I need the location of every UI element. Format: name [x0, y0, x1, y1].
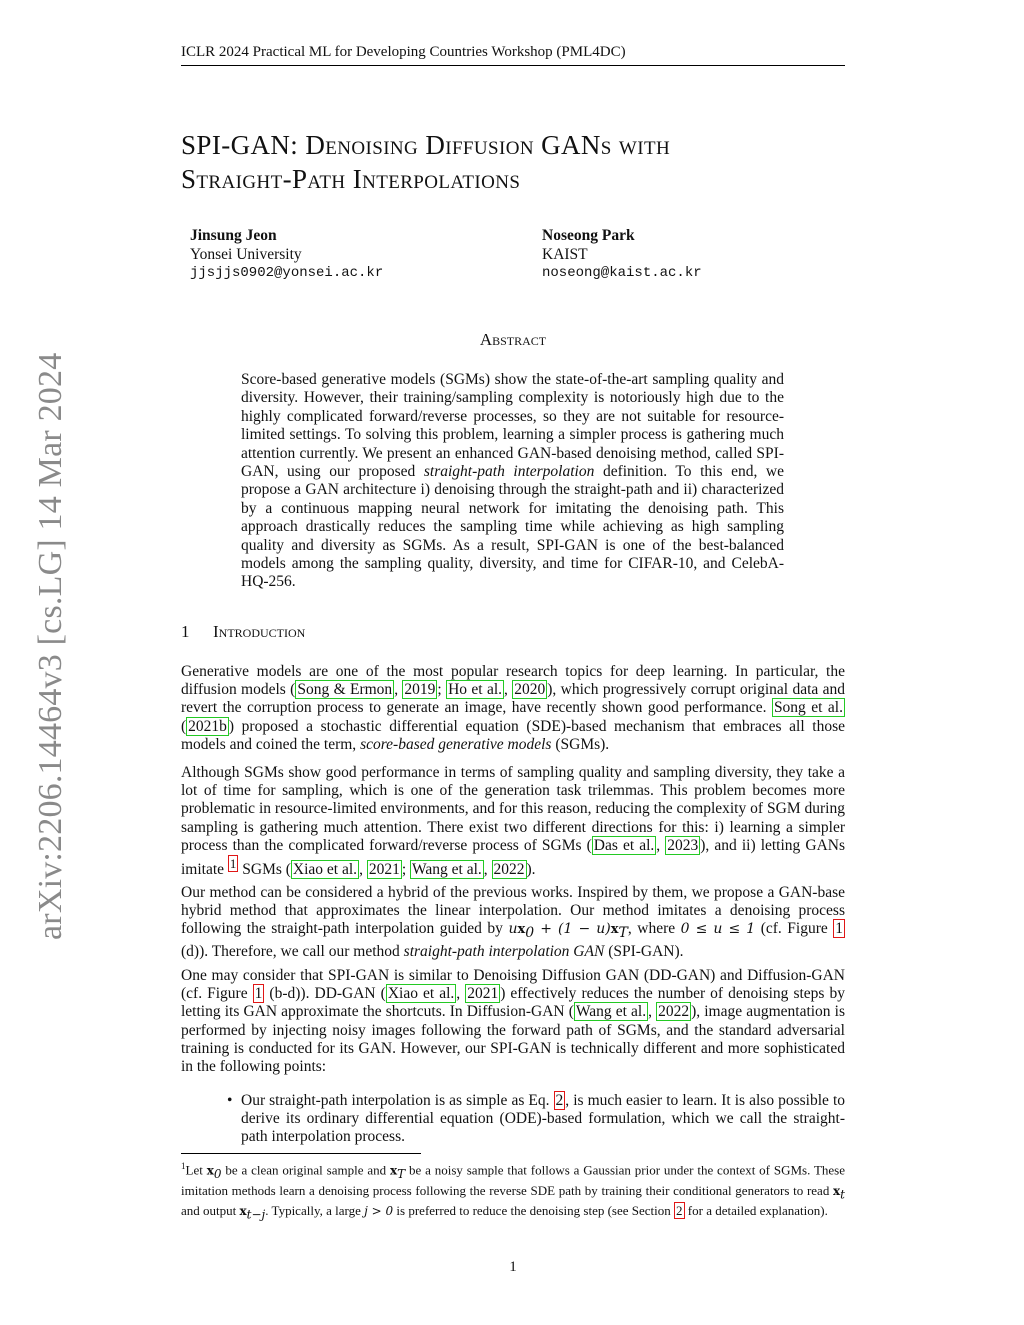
text: (d)). Therefore, we call our method	[181, 942, 404, 960]
text: is preferred to reduce the denoising step (see Section	[393, 1203, 675, 1219]
emphasis: straight-path interpolation GAN	[403, 942, 605, 960]
citation-link[interactable]: 2020	[514, 681, 546, 699]
text: ).	[526, 861, 536, 879]
venue-header: ICLR 2024 Practical ML for Developing Countries Workshop (PML4DC)	[181, 44, 626, 60]
text: Our method can be considered a hybrid of the previous works. Inspired by them, we propose a GAN-base hybrid method that approximates the linear interpolation. Our method imitates a denoising process following the straight-path interpolation guided by	[181, 884, 845, 938]
section-link[interactable]: 2	[676, 1203, 683, 1219]
title-line-2: Straight-Path Interpolations	[181, 164, 521, 194]
abstract-emphasis: straight-path interpolation	[423, 463, 595, 481]
math: x	[517, 922, 526, 938]
text: ) proposed a stochastic differential equation (SDE)-based mechanism that embraces all those models and coined the term,	[181, 717, 845, 753]
author-email: noseong@kaist.ac.kr	[542, 265, 702, 281]
math: u	[508, 921, 518, 938]
text: SGMs (	[238, 861, 291, 879]
text: ), image augmentation is performed by injecting noisy images following the forward path of SGMs, and the standard adversarial training is conducted for its GAN. However, our SPI-GAN is technically different and more sophisticated in the following points:	[181, 1003, 846, 1076]
text: (SGMs).	[551, 735, 610, 753]
math: 0	[525, 925, 535, 942]
text: ,	[648, 1003, 657, 1021]
math: x	[239, 1204, 247, 1219]
author-name: Noseong Park	[542, 227, 635, 244]
abstract-text-part: definition. To this end, we propose a GAN architecture i) denoising through the straight-path and ii) characterized by a continuous mapping neural network for imitating the denoising path. This approach drastically reduces the sampling time while achieving as high sampling quality and diversity as SGMs. As a result, SPI-GAN is one of the best-balanced models among the sampling quality, diversity, and time for CIFAR-10, and CelebA-HQ-256.	[241, 463, 784, 591]
math: j > 0	[364, 1204, 394, 1219]
math: T	[397, 1166, 406, 1181]
header-rule	[181, 65, 845, 66]
text: ), which progressively corrupt original data and revert the corruption process to generate an image, have recently shown good performance.	[181, 681, 845, 717]
text: ) effectively reduces the number of denoising steps by letting its GAN approximate the shortcuts. In Diffusion-GAN (	[181, 985, 845, 1021]
math: t	[840, 1187, 845, 1202]
citation-link[interactable]: Xiao et al.	[387, 985, 455, 1003]
math: 0 ≤ u ≤ 1	[680, 921, 756, 938]
citation-link[interactable]: 2022	[493, 861, 525, 879]
footnote-mark: 1	[181, 1161, 186, 1171]
text: ,	[483, 861, 492, 879]
abstract-text	[241, 371, 784, 592]
paper-title	[181, 128, 845, 196]
equation-link[interactable]: 2	[555, 1092, 564, 1109]
math: T	[618, 925, 628, 942]
citation-link[interactable]: 2021	[368, 861, 400, 879]
author-affiliation: Yonsei University	[190, 246, 302, 263]
text: ,	[504, 681, 513, 699]
bullet-dot-icon: •	[227, 1092, 233, 1109]
text: Let	[185, 1162, 207, 1178]
footnote-rule	[181, 1153, 421, 1154]
citation-link[interactable]: 2021	[467, 985, 499, 1003]
bullet-text	[241, 1092, 845, 1147]
text: (	[181, 717, 187, 735]
text: (b-d)). DD-GAN (	[264, 985, 386, 1003]
author-affiliation: KAIST	[542, 246, 588, 263]
math: + (1 − u)	[534, 921, 611, 938]
citation-link[interactable]: Song & Ermon	[297, 681, 393, 699]
text: , where	[627, 920, 681, 938]
title-line-1: SPI-GAN: Denoising Diffusion GANs with	[181, 130, 671, 160]
text: Although SGMs show good performance in terms of sampling quality and sampling diversity, they take a lot of time for sampling, which is one of the generation task trilemmas. This problem becomes more problematic in resource-limited environments, and for this reason, reducing the complexity of SGM during sampling is gathering much attention. There exist two different directions for this: i) learning a simpler process than the complicated forward/reverse process of SGMs (	[181, 764, 845, 854]
citation-link[interactable]: Wang et al.	[575, 1003, 647, 1021]
math: x	[833, 1183, 841, 1198]
citation-link[interactable]: Ho et al.	[448, 681, 503, 699]
section-title: Introduction	[213, 622, 306, 641]
text: Our straight-path interpolation is as simple as Eq.	[241, 1092, 554, 1109]
abstract-text-part: Score-based generative models (SGMs) show the state-of-the-art sampling quality and diversity. However, their training/sampling complexity is notoriously high due to the highly complicated forward/reverse processes, so they are not suitable for resource-limited settings. To solving this problem, learning a simpler process is gathering much attention currently. We present an enhanced GAN-based denoising method, called SPI-GAN, using our proposed	[241, 371, 784, 481]
page-number: 1	[509, 1259, 517, 1275]
text: ,	[656, 836, 666, 854]
author-email: jjsjjs0902@yonsei.ac.kr	[190, 265, 384, 281]
math: 0	[213, 1166, 222, 1181]
footnote-link[interactable]: 1	[229, 856, 237, 872]
arxiv-identifier: arXiv:2206.14464v3 [cs.LG] 14 Mar 2024	[32, 352, 69, 940]
math: x	[389, 1163, 398, 1178]
citation-link[interactable]: 2021b	[188, 717, 227, 735]
emphasis: score-based generative models	[360, 735, 552, 753]
citation-link[interactable]: Das et al.	[593, 836, 655, 854]
intro-paragraph-4	[181, 967, 845, 1076]
text: ), and ii) letting GANs imitate	[181, 836, 845, 879]
footnote	[181, 1158, 845, 1224]
figure-link[interactable]: 1	[835, 920, 844, 938]
author-block	[190, 226, 383, 283]
citation-link[interactable]: 2019	[404, 681, 436, 699]
text: , is much easier to learn. It is also possible to derive its ordinary differential equation (ODE)-based formulation, which we call the straight-path interpolation process.	[241, 1092, 846, 1146]
abstract-heading: Abstract	[479, 330, 547, 349]
text: for a detailed explanation).	[684, 1203, 828, 1219]
text: Generative models are one of the most popular research topics for deep learning. In particular, the diffusion models (	[181, 663, 845, 699]
text: ;	[401, 861, 410, 879]
text: . Typically, a large	[265, 1203, 365, 1219]
text: ,	[394, 681, 403, 699]
section-number: 1	[181, 622, 190, 641]
citation-link[interactable]: 2023	[667, 836, 699, 854]
figure-link[interactable]: 1	[254, 985, 263, 1003]
text: (SPI-GAN).	[604, 942, 684, 960]
text: and output	[181, 1203, 240, 1219]
text: ,	[456, 985, 466, 1003]
text: be a clean original sample and	[221, 1162, 390, 1178]
text: ,	[359, 861, 367, 879]
text: ;	[437, 681, 447, 699]
math: t−j	[246, 1207, 266, 1222]
math: x	[610, 922, 619, 938]
section-heading	[181, 622, 305, 642]
text: (cf. Figure	[755, 920, 834, 938]
citation-link[interactable]: Xiao et al.	[292, 861, 358, 879]
intro-paragraph-3	[181, 884, 845, 961]
math: x	[206, 1163, 214, 1178]
citation-link[interactable]: 2022	[658, 1003, 690, 1021]
author-block	[542, 226, 702, 283]
text: be a noisy sample that follows a Gaussian prior under the context of SGMs. These imitation methods learn a denoising process following the reverse SDE path by training their conditional generators to read	[181, 1162, 846, 1198]
citation-link[interactable]: Wang et al.	[412, 861, 482, 879]
citation-link[interactable]: Song et al.	[773, 699, 843, 717]
author-name: Jinsung Jeon	[190, 227, 277, 244]
intro-paragraph-2	[181, 764, 845, 879]
intro-paragraph-1	[181, 663, 845, 754]
text: One may consider that SPI-GAN is similar to Denoising Diffusion GAN (DD-GAN) and Diffusion-GAN (cf. Figure	[181, 967, 845, 1003]
